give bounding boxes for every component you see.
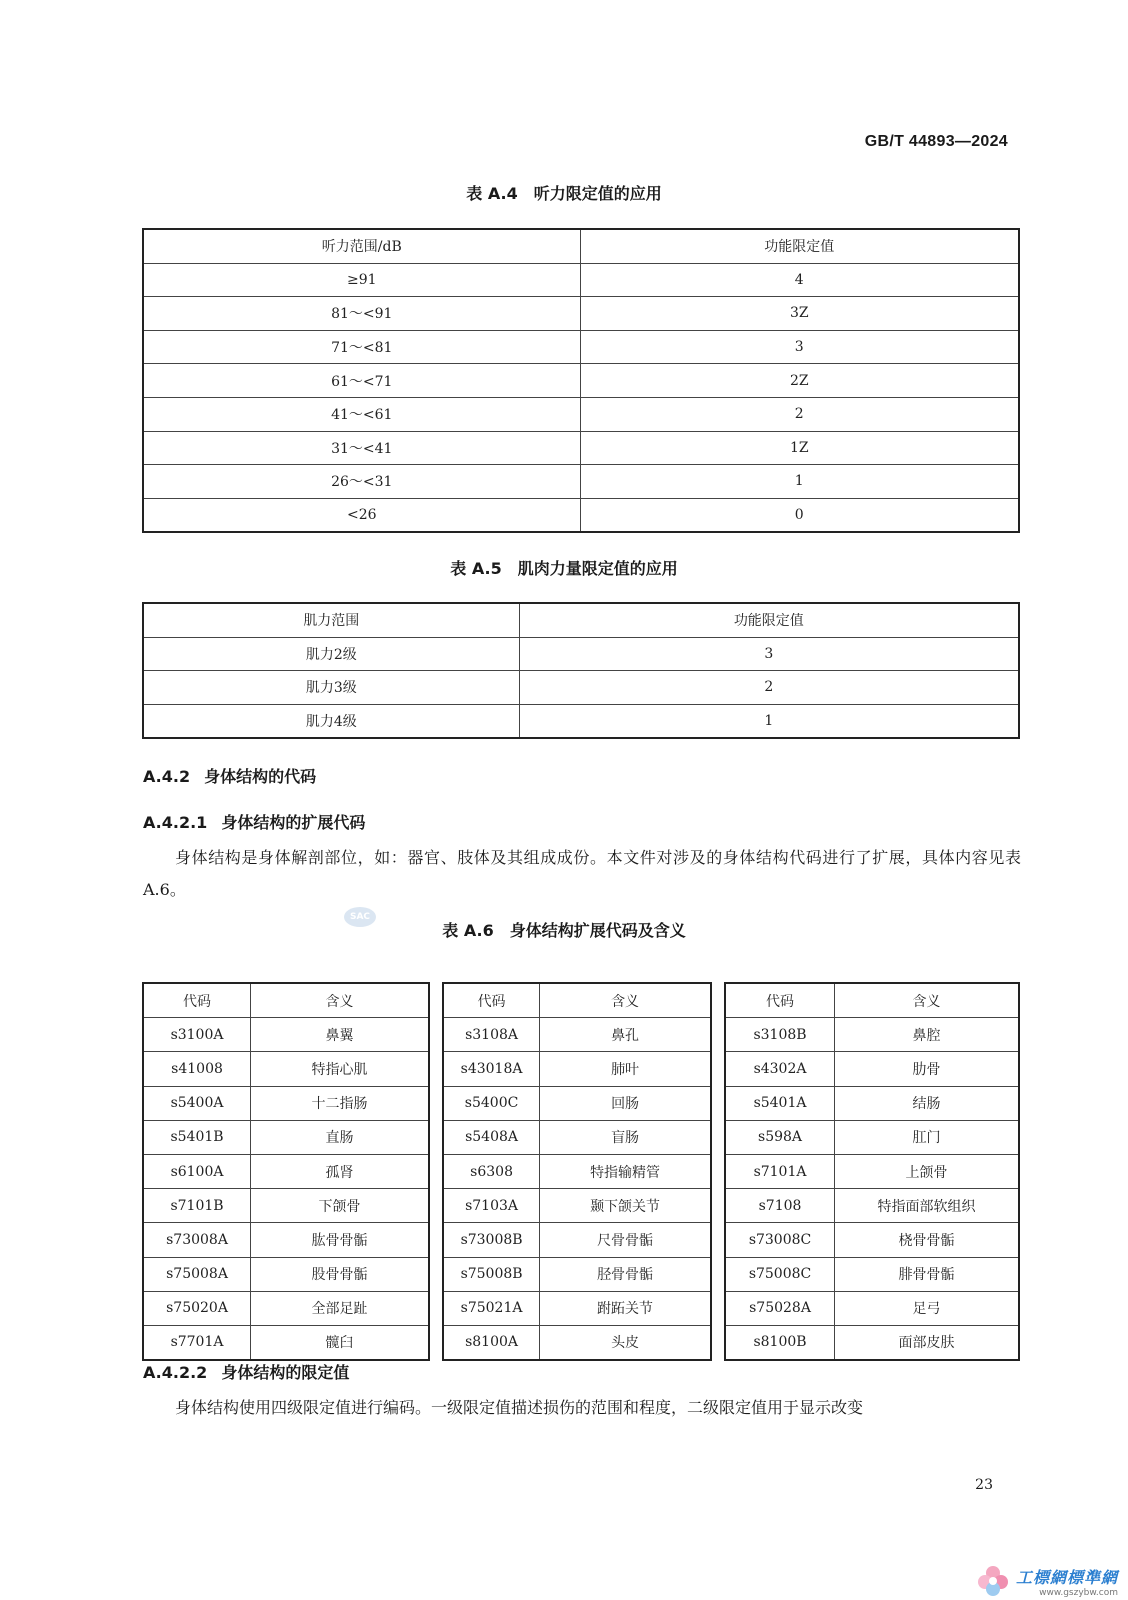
table-row bbox=[725, 1120, 1019, 1154]
table-a5-title: 肌肉力量限定值的应用 bbox=[517, 559, 678, 578]
table-row bbox=[143, 1018, 429, 1052]
table-cell: s73008B bbox=[443, 1223, 540, 1257]
table-row bbox=[443, 1018, 711, 1052]
table-row bbox=[143, 465, 1019, 499]
table-cell: 2Z bbox=[580, 364, 1019, 398]
table-cell: 肛门 bbox=[835, 1120, 1019, 1154]
table-header-row bbox=[143, 229, 1019, 263]
table-row bbox=[725, 1052, 1019, 1086]
table-row bbox=[725, 1154, 1019, 1188]
table-row bbox=[725, 1291, 1019, 1325]
table-header-cell: 功能限定值 bbox=[580, 229, 1019, 263]
table-cell: s6308 bbox=[443, 1154, 540, 1188]
table-a4 bbox=[142, 228, 1020, 533]
table-row bbox=[443, 1120, 711, 1154]
table-cell: 直肠 bbox=[251, 1120, 429, 1154]
table-cell: <26 bbox=[143, 498, 580, 532]
table-a6-group bbox=[442, 982, 712, 1361]
page-number: 23 bbox=[975, 1477, 993, 1493]
table-row bbox=[143, 1052, 429, 1086]
table-header-cell: 功能限定值 bbox=[519, 603, 1019, 637]
table-row bbox=[443, 1325, 711, 1360]
table-row bbox=[143, 704, 1019, 738]
table-row bbox=[725, 1189, 1019, 1223]
table-cell: 全部足趾 bbox=[251, 1291, 429, 1325]
table-row bbox=[443, 1086, 711, 1120]
table-cell: 2 bbox=[580, 397, 1019, 431]
section-title: 身体结构的代码 bbox=[204, 767, 317, 786]
table-row bbox=[143, 397, 1019, 431]
table-cell: 肌力4级 bbox=[143, 704, 519, 738]
table-a5-number: 表 A.5 bbox=[450, 559, 502, 578]
table-row bbox=[725, 1223, 1019, 1257]
table-cell: 颞下颌关节 bbox=[540, 1189, 711, 1223]
table-cell: s7701A bbox=[143, 1325, 251, 1360]
section-a42-heading bbox=[143, 764, 316, 787]
table-cell: 肺叶 bbox=[540, 1052, 711, 1086]
table-cell: 特指心肌 bbox=[251, 1052, 429, 1086]
table-cell: s75020A bbox=[143, 1291, 251, 1325]
section-number: A.4.2 bbox=[143, 767, 191, 786]
table-cell: 3Z bbox=[580, 297, 1019, 331]
table-cell: 股骨骨骺 bbox=[251, 1257, 429, 1291]
section-a421-heading bbox=[143, 810, 365, 833]
table-cell: s5408A bbox=[443, 1120, 540, 1154]
table-cell: 71～<81 bbox=[143, 330, 580, 364]
table-row bbox=[143, 263, 1019, 297]
table-header-cell: 含义 bbox=[835, 983, 1019, 1018]
table-cell: s8100A bbox=[443, 1325, 540, 1360]
table-cell: s7101B bbox=[143, 1189, 251, 1223]
table-cell: 结肠 bbox=[835, 1086, 1019, 1120]
table-a4-number: 表 A.4 bbox=[466, 184, 518, 203]
table-header-cell: 代码 bbox=[443, 983, 540, 1018]
table-row bbox=[143, 671, 1019, 705]
table-cell: s3108B bbox=[725, 1018, 835, 1052]
table-cell: s41008 bbox=[143, 1052, 251, 1086]
table-row bbox=[143, 637, 1019, 671]
table-row bbox=[443, 1223, 711, 1257]
table-cell: 肋骨 bbox=[835, 1052, 1019, 1086]
table-header-cell: 代码 bbox=[143, 983, 251, 1018]
table-cell: 下颌骨 bbox=[251, 1189, 429, 1223]
table-cell: s73008C bbox=[725, 1223, 835, 1257]
table-row bbox=[443, 1291, 711, 1325]
table-cell: 特指面部软组织 bbox=[835, 1189, 1019, 1223]
table-row bbox=[143, 431, 1019, 465]
table-cell: 3 bbox=[519, 637, 1019, 671]
table-cell: s5401A bbox=[725, 1086, 835, 1120]
table-a6-caption bbox=[0, 918, 1128, 941]
section-a422-heading bbox=[143, 1360, 349, 1383]
table-a6-group bbox=[724, 982, 1020, 1361]
table-cell: 回肠 bbox=[540, 1086, 711, 1120]
table-cell: ≥91 bbox=[143, 263, 580, 297]
table-a5 bbox=[142, 602, 1020, 739]
table-cell: 髋臼 bbox=[251, 1325, 429, 1360]
table-cell: 胫骨骨骺 bbox=[540, 1257, 711, 1291]
table-header-row bbox=[143, 603, 1019, 637]
table-cell: 孤肾 bbox=[251, 1154, 429, 1188]
table-cell: s75008C bbox=[725, 1257, 835, 1291]
table-header-cell: 代码 bbox=[725, 983, 835, 1018]
table-cell: 肌力3级 bbox=[143, 671, 519, 705]
table-row bbox=[143, 1086, 429, 1120]
section-a422-paragraph: 身体结构使用四级限定值进行编码。一级限定值描述损伤的范围和程度，二级限定值用于显示改变 bbox=[175, 1398, 864, 1417]
table-cell: 1 bbox=[580, 465, 1019, 499]
table-cell: s43018A bbox=[443, 1052, 540, 1086]
table-cell: 十二指肠 bbox=[251, 1086, 429, 1120]
table-cell: 1Z bbox=[580, 431, 1019, 465]
table-header-row bbox=[725, 983, 1019, 1018]
table-row bbox=[143, 498, 1019, 532]
table-cell: 2 bbox=[519, 671, 1019, 705]
table-row bbox=[143, 330, 1019, 364]
table-row bbox=[725, 1257, 1019, 1291]
table-cell: s4302A bbox=[725, 1052, 835, 1086]
section-title: 身体结构的限定值 bbox=[221, 1363, 350, 1382]
table-cell: 鼻翼 bbox=[251, 1018, 429, 1052]
table-cell: 0 bbox=[580, 498, 1019, 532]
table-cell: 特指输精管 bbox=[540, 1154, 711, 1188]
table-cell: s75008A bbox=[143, 1257, 251, 1291]
table-cell: 肱骨骨骺 bbox=[251, 1223, 429, 1257]
table-header-cell: 含义 bbox=[540, 983, 711, 1018]
table-row bbox=[143, 1257, 429, 1291]
table-header-row bbox=[443, 983, 711, 1018]
table-row bbox=[443, 1154, 711, 1188]
table-a6-title: 身体结构扩展代码及含义 bbox=[509, 921, 686, 940]
table-a4-caption bbox=[0, 181, 1128, 204]
table-row bbox=[143, 1120, 429, 1154]
table-row bbox=[443, 1052, 711, 1086]
table-cell: 31～<41 bbox=[143, 431, 580, 465]
table-cell: 26～<31 bbox=[143, 465, 580, 499]
table-cell: 鼻孔 bbox=[540, 1018, 711, 1052]
table-cell: s73008A bbox=[143, 1223, 251, 1257]
table-row bbox=[143, 1154, 429, 1188]
table-cell: 面部皮肤 bbox=[835, 1325, 1019, 1360]
table-cell: s598A bbox=[725, 1120, 835, 1154]
table-row bbox=[725, 1018, 1019, 1052]
table-cell: 81～<91 bbox=[143, 297, 580, 331]
table-cell: 鼻腔 bbox=[835, 1018, 1019, 1052]
table-cell: s5400A bbox=[143, 1086, 251, 1120]
table-cell: s5401B bbox=[143, 1120, 251, 1154]
table-cell: 腓骨骨骺 bbox=[835, 1257, 1019, 1291]
section-a421-paragraph: 身体结构是身体解剖部位，如：器官、肢体及其组成成份。本文件对涉及的身体结构代码进行了扩展，具体内容见表 A.6。 bbox=[143, 848, 1021, 899]
table-row bbox=[443, 1257, 711, 1291]
section-title: 身体结构的扩展代码 bbox=[221, 813, 366, 832]
table-cell: 桡骨骨骺 bbox=[835, 1223, 1019, 1257]
table-header-cell: 肌力范围 bbox=[143, 603, 519, 637]
table-cell: s7103A bbox=[443, 1189, 540, 1223]
table-cell: 61～<71 bbox=[143, 364, 580, 398]
section-number: A.4.2.1 bbox=[143, 813, 208, 832]
table-a6-number: 表 A.6 bbox=[442, 921, 494, 940]
table-cell: 4 bbox=[580, 263, 1019, 297]
table-header-cell: 含义 bbox=[251, 983, 429, 1018]
table-cell: 3 bbox=[580, 330, 1019, 364]
table-cell: 跗跖关节 bbox=[540, 1291, 711, 1325]
table-a4-title: 听力限定值的应用 bbox=[533, 184, 662, 203]
table-cell: 上颌骨 bbox=[835, 1154, 1019, 1188]
table-row bbox=[143, 297, 1019, 331]
table-cell: 肌力2级 bbox=[143, 637, 519, 671]
table-row bbox=[725, 1325, 1019, 1360]
logo-title: 工標網標準網 bbox=[1015, 1567, 1118, 1587]
table-cell: 1 bbox=[519, 704, 1019, 738]
table-row bbox=[143, 1223, 429, 1257]
footer-logo[interactable] bbox=[976, 1564, 1118, 1598]
table-cell: 41～<61 bbox=[143, 397, 580, 431]
table-a5-caption bbox=[0, 556, 1128, 579]
table-cell: 足弓 bbox=[835, 1291, 1019, 1325]
table-cell: s6100A bbox=[143, 1154, 251, 1188]
table-cell: 头皮 bbox=[540, 1325, 711, 1360]
table-cell: s75021A bbox=[443, 1291, 540, 1325]
logo-url: www.gszybw.com bbox=[1039, 1587, 1118, 1598]
table-cell: s7108 bbox=[725, 1189, 835, 1223]
table-cell: s75008B bbox=[443, 1257, 540, 1291]
table-cell: s5400C bbox=[443, 1086, 540, 1120]
table-header-row bbox=[143, 983, 429, 1018]
table-a6-group bbox=[142, 982, 430, 1361]
table-cell: 盲肠 bbox=[540, 1120, 711, 1154]
table-row bbox=[143, 1189, 429, 1223]
table-cell: s3100A bbox=[143, 1018, 251, 1052]
table-cell: 尺骨骨骺 bbox=[540, 1223, 711, 1257]
table-row bbox=[143, 364, 1019, 398]
section-number: A.4.2.2 bbox=[143, 1363, 208, 1382]
table-header-cell: 听力范围/dB bbox=[143, 229, 580, 263]
table-row bbox=[143, 1325, 429, 1360]
table-cell: s75028A bbox=[725, 1291, 835, 1325]
table-row bbox=[443, 1189, 711, 1223]
flower-icon bbox=[976, 1564, 1010, 1598]
table-row bbox=[725, 1086, 1019, 1120]
table-cell: s8100B bbox=[725, 1325, 835, 1360]
sac-watermark: SAC bbox=[344, 907, 376, 927]
table-row bbox=[143, 1291, 429, 1325]
table-a6 bbox=[142, 982, 1020, 1356]
table-cell: s7101A bbox=[725, 1154, 835, 1188]
document-code: GB/T 44893—2024 bbox=[864, 133, 1008, 150]
table-cell: s3108A bbox=[443, 1018, 540, 1052]
